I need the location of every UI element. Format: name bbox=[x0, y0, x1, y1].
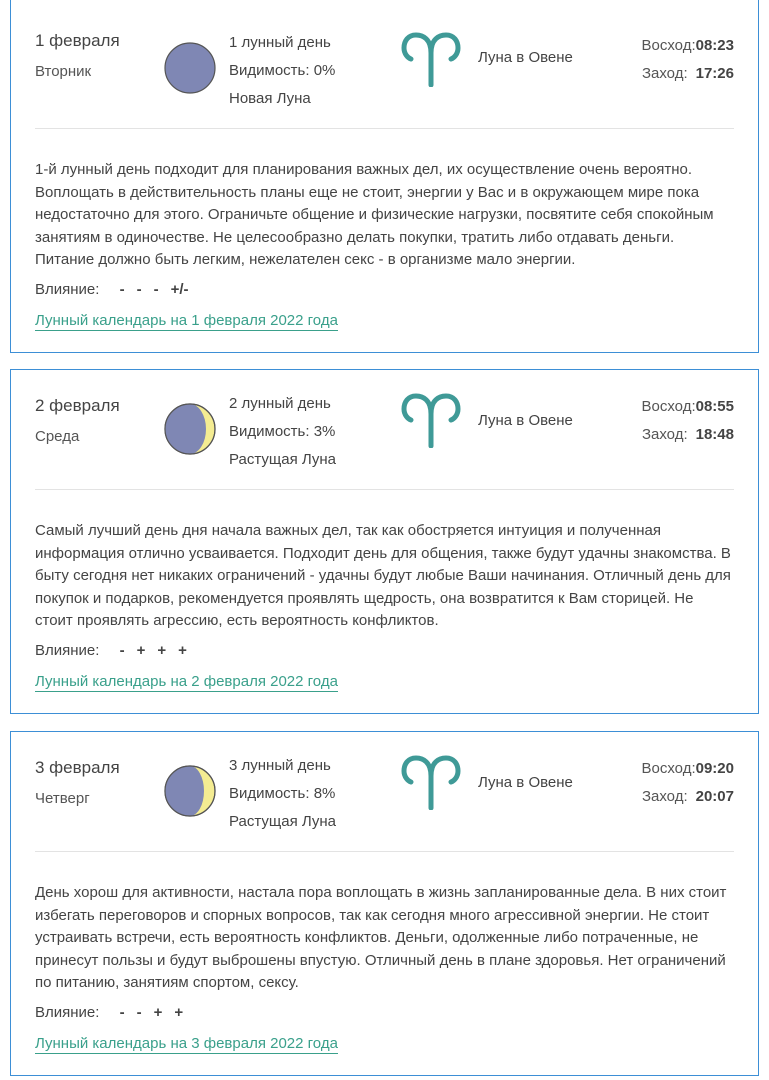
influence-mark: - bbox=[119, 642, 125, 659]
day-date: 1 февраля bbox=[35, 31, 120, 50]
day-description: День хорош для активности, настала пора воплощать в жизнь запланированные дела. В них стоит избегать переговоров и спорных вопросов, так как сегодня много агрессивной энергии. Не стоит устраивать встречи, есть вероятность конфликтов. Деньги, одолженные либо потраченные, не принесут пользы и будут выброшены впустую. Отличный день в плане здоровья. Нет ограничений по питанию, занятиям спортом, сексу. bbox=[35, 884, 727, 992]
influence-row bbox=[35, 642, 199, 659]
moon-phase: Растущая Луна bbox=[229, 451, 336, 468]
day-weekday: Среда bbox=[35, 428, 80, 445]
influence-row bbox=[35, 281, 201, 298]
influence-marks bbox=[120, 281, 201, 298]
day-description: 1-й лунный день подходит для планирования важных дел, их осуществление очень вероятно. Воплощать в действительность планы еще не стоит, энергии у Вас и в окружающем мире пока недостаточно для этого. Ограничьте общение и физические нагрузки, посвятите себя спокойным занятиям в одиночестве. Не целесообразно делать покупки, тратить либо отдавать деньги. Питание должно быть легким, нежелателен секс - в организме мало энергии. bbox=[35, 161, 714, 269]
lunar-day: 2 лунный день bbox=[229, 395, 331, 412]
divider bbox=[35, 489, 734, 490]
influence-mark: - bbox=[153, 281, 159, 298]
moonset bbox=[642, 788, 734, 805]
influence-mark: + bbox=[136, 642, 146, 659]
moon-phase-icon bbox=[163, 41, 217, 95]
day-calendar-link[interactable]: Лунный календарь на 3 февраля 2022 года bbox=[35, 1035, 338, 1052]
moon-phase-icon bbox=[163, 764, 217, 818]
moon-sign: Луна в Овене bbox=[478, 412, 573, 429]
day-date: 2 февраля bbox=[35, 396, 120, 415]
moonrise bbox=[642, 37, 735, 54]
moonrise-label: Восход: bbox=[641, 760, 696, 777]
moon-phase: Новая Луна bbox=[229, 90, 311, 107]
influence-mark: - bbox=[136, 1004, 142, 1021]
influence-mark: +/- bbox=[170, 281, 189, 298]
moonrise bbox=[642, 760, 735, 777]
lunar-info bbox=[229, 29, 335, 113]
influence-mark: - bbox=[136, 281, 142, 298]
day-card-1 bbox=[10, 0, 759, 353]
influence-mark: + bbox=[174, 1004, 184, 1021]
moonset-time: 20:07 bbox=[695, 788, 734, 805]
day-date: 3 февраля bbox=[35, 758, 120, 777]
moon-visibility: Видимость: 0% bbox=[229, 62, 336, 79]
moon-sign: Луна в Овене bbox=[478, 774, 573, 791]
moon-sign: Луна в Овене bbox=[478, 49, 573, 66]
influence-row bbox=[35, 1004, 195, 1021]
day-card-3 bbox=[10, 731, 759, 1076]
moon-phase-icon bbox=[163, 402, 217, 456]
aries-icon bbox=[401, 392, 461, 448]
moon-visibility: Видимость: 8% bbox=[229, 785, 336, 802]
influence-mark: + bbox=[178, 642, 187, 659]
divider bbox=[35, 851, 734, 852]
influence-mark: - bbox=[119, 281, 125, 298]
moonset-time: 18:48 bbox=[695, 426, 734, 443]
influence-label: Влияние: bbox=[35, 1004, 100, 1021]
day-calendar-link[interactable]: Лунный календарь на 1 февраля 2022 года bbox=[35, 312, 338, 329]
moonrise bbox=[642, 398, 735, 415]
moonrise-time: 09:20 bbox=[695, 760, 734, 777]
day-weekday: Четверг bbox=[35, 790, 90, 807]
day-description: Самый лучший день дня начала важных дел, так как обостряется интуиция и полученная информация отлично усваивается. Подходит день для общения, также будут удачны знакомства. В быту сегодня нет никаких ограничений - удачны будут любые Ваши начинания. Отличный день для покупок и подарков, рекомендуется проявлять щедрость, она возвратится к Вам сторицей. Не стоит проявлять агрессию, есть вероятность конфликтов. bbox=[35, 522, 731, 630]
lunar-day: 1 лунный день bbox=[229, 34, 331, 51]
moonrise-time: 08:23 bbox=[695, 37, 734, 54]
influence-mark: + bbox=[153, 1004, 163, 1021]
divider bbox=[35, 128, 734, 129]
moonset-time: 17:26 bbox=[695, 65, 734, 82]
influence-mark: + bbox=[157, 642, 167, 659]
moonset-label: Заход: bbox=[641, 65, 688, 82]
day-card-2 bbox=[10, 369, 759, 714]
influence-mark: - bbox=[119, 1004, 125, 1021]
moonset-label: Заход: bbox=[641, 788, 688, 805]
moonrise-label: Восход: bbox=[641, 37, 696, 54]
lunar-info bbox=[229, 752, 336, 836]
moonrise-time: 08:55 bbox=[695, 398, 734, 415]
moon-visibility: Видимость: 3% bbox=[229, 423, 336, 440]
moonrise-label: Восход: bbox=[641, 398, 696, 415]
aries-icon bbox=[401, 31, 461, 87]
influence-label: Влияние: bbox=[35, 642, 100, 659]
moonset bbox=[642, 65, 734, 82]
lunar-info bbox=[229, 390, 336, 474]
moonset-label: Заход: bbox=[641, 426, 688, 443]
influence-marks bbox=[120, 1004, 196, 1021]
moon-phase: Растущая Луна bbox=[229, 813, 336, 830]
day-weekday: Вторник bbox=[35, 63, 92, 80]
moonset bbox=[642, 426, 734, 443]
day-calendar-link[interactable]: Лунный календарь на 2 февраля 2022 года bbox=[35, 673, 338, 690]
influence-label: Влияние: bbox=[35, 281, 100, 298]
lunar-day: 3 лунный день bbox=[229, 757, 331, 774]
influence-marks bbox=[120, 642, 199, 659]
aries-icon bbox=[401, 754, 461, 810]
